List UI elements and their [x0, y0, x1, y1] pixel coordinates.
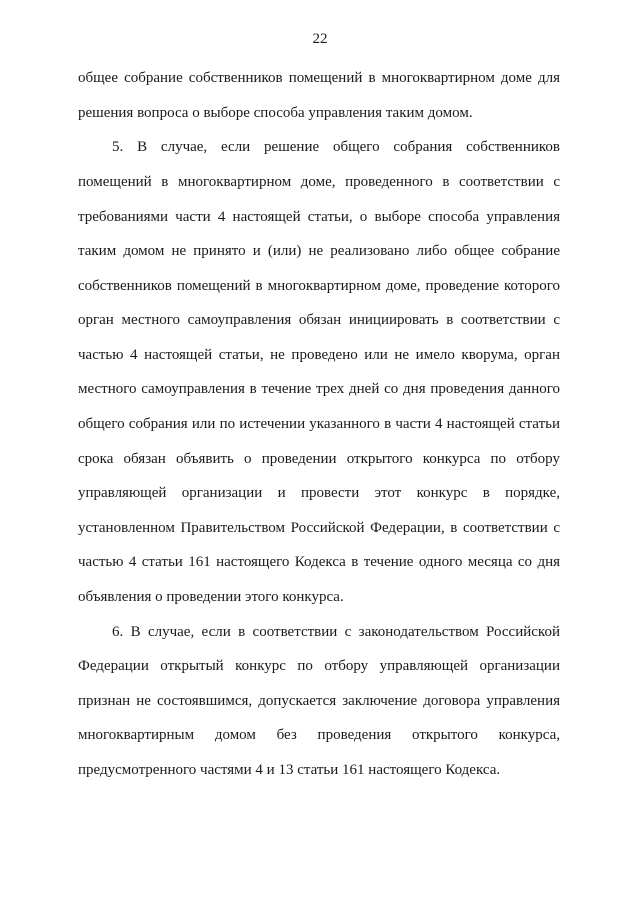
text-line: орган местного самоуправления обязан инициировать в соответствии с [78, 312, 560, 328]
text-line: Федерации открытый конкурс по отбору управляющей организации [78, 658, 560, 674]
text-line: помещений в многоквартирном доме, проведенного в соответствии с [78, 174, 560, 190]
paragraph-6-start: 6. В случае, если в соответствии с законодательством Российской [112, 624, 560, 640]
text-line: общего собрания или по истечении указанного в части 4 настоящей статьи [78, 416, 560, 432]
text-line: частью 4 настоящей статьи, не проведено или не имело кворума, орган [78, 347, 560, 363]
text-line: многоквартирным домом без проведения открытого конкурса, [78, 727, 560, 743]
text-line: таким домом не принято и (или) не реализовано либо общее собрание [78, 243, 560, 259]
text-line: срока обязан объявить о проведении открытого конкурса по отбору [78, 451, 560, 467]
text-line: общее собрание собственников помещений в многоквартирном доме для [78, 70, 560, 86]
text-line: собственников помещений в многоквартирном доме, проведение которого [78, 278, 560, 294]
text-line: местного самоуправления в течение трех дней со дня проведения данного [78, 381, 560, 397]
text-line: решения вопроса о выборе способа управления таким домом. [78, 105, 473, 121]
page-number: 22 [312, 31, 328, 47]
text-line: установленном Правительством Российской Федерации, в соответствии с [78, 520, 560, 536]
text-line: объявления о проведении этого конкурса. [78, 589, 344, 605]
text-line: управляющей организации и провести этот конкурс в порядке, [78, 485, 560, 501]
paragraph-5-start: 5. В случае, если решение общего собрания собственников [112, 139, 560, 155]
text-line: частью 4 статьи 161 настоящего Кодекса в течение одного месяца со дня [78, 554, 560, 570]
text-line: признан не состоявшимся, допускается заключение договора управления [78, 693, 560, 709]
text-line: требованиями части 4 настоящей статьи, о выборе способа управления [78, 209, 560, 225]
text-line: предусмотренного частями 4 и 13 статьи 161 настоящего Кодекса. [78, 762, 501, 778]
